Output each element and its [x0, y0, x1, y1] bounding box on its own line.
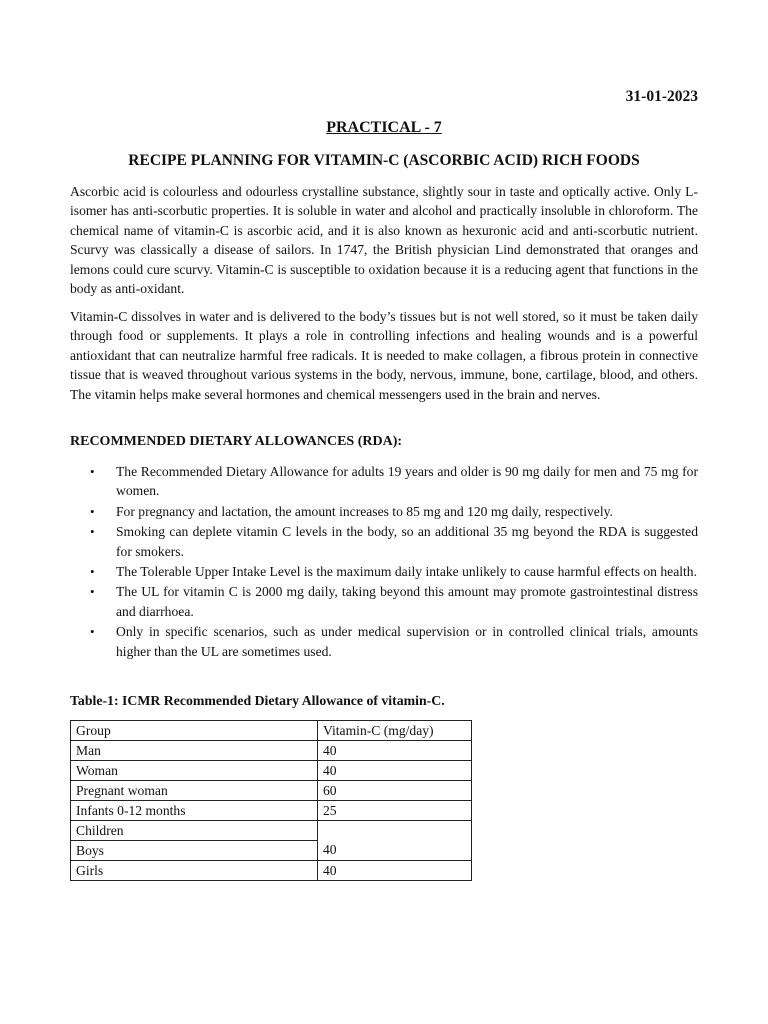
table-row	[71, 821, 472, 841]
table-cell-value: 40	[318, 821, 472, 861]
page-title: RECIPE PLANNING FOR VITAMIN-C (ASCORBIC ACID) RICH FOODS	[128, 152, 640, 169]
list-item	[70, 522, 698, 561]
practical-label: PRACTICAL - 7	[326, 119, 442, 136]
table-cell-group: Boys	[71, 841, 318, 861]
list-item-text: The UL for vitamin C is 2000 mg daily, taking beyond this amount may promote gastrointestinal distress and diarrhoea.	[116, 584, 698, 619]
intro-paragraph: Ascorbic acid is colourless and odourless crystalline substance, slightly sour in taste and optically active. Only L-isomer has anti-scorbutic properties. It is soluble in water and alcohol and practically insoluble in chloroform. The chemical name of vitamin-C is ascorbic acid, and it is also known as hexuronic acid and anti-scorbutic nutrient. Scurvy was classically a disease of sailors. In 1747, the British physician Lind demonstrated that oranges and lemons could cure scurvy. Vitamin-C is susceptible to oxidation because it is a reducing agent that functions in the body as anti-oxidant.	[70, 184, 698, 297]
function-paragraph: Vitamin-C dissolves in water and is delivered to the body’s tissues but is not well stored, so it must be taken daily through food or supplements. It plays a role in controlling infections and healing wounds and is a powerful antioxidant that can neutralize harmful free radicals. It is needed to make collagen, a fibrous protein in connective tissue that is weaved throughout various systems in the body, nervous, immune, bone, cartilage, blood, and others. The vitamin helps make several hormones and chemical messengers used in the brain and nerves.	[70, 309, 698, 402]
table-cell-group: Pregnant woman	[71, 781, 318, 801]
list-item-text: The Tolerable Upper Intake Level is the maximum daily intake unlikely to cause harmful effects on health.	[116, 564, 697, 580]
table-cell-value: 40	[318, 861, 472, 881]
table-row	[71, 761, 472, 781]
list-item	[70, 582, 698, 621]
table-header-cell: Vitamin-C (mg/day)	[318, 721, 472, 741]
bullet-icon: •	[90, 503, 95, 519]
table-cell-group: Children	[71, 821, 318, 841]
table-caption: Table-1: ICMR Recommended Dietary Allowance of vitamin-C.	[70, 693, 445, 708]
list-item-text: For pregnancy and lactation, the amount increases to 85 mg and 120 mg daily, respectively.	[116, 503, 613, 519]
table-cell-group: Infants 0-12 months	[71, 801, 318, 821]
table-header-row	[71, 721, 472, 741]
list-item	[70, 502, 698, 521]
table-row	[71, 801, 472, 821]
table-cell-group: Girls	[71, 861, 318, 881]
bullet-icon: •	[90, 584, 95, 600]
table-cell-value: 40	[318, 741, 472, 761]
table-cell-value: 25	[318, 801, 472, 821]
table-row	[71, 861, 472, 881]
table-header-cell: Group	[71, 721, 318, 741]
table-row	[71, 741, 472, 761]
list-item	[70, 462, 698, 501]
list-item	[70, 562, 698, 581]
bullet-icon: •	[90, 464, 95, 479]
list-item-text: The Recommended Dietary Allowance for adults 19 years and older is 90 mg daily for men and 75 mg for women.	[116, 464, 698, 499]
table-cell-value: 40	[318, 761, 472, 781]
table-cell-group: Man	[71, 741, 318, 761]
bullet-icon: •	[90, 564, 95, 580]
bullet-icon: •	[90, 624, 95, 640]
table-cell-value: 60	[318, 781, 472, 801]
document-date: 31-01-2023	[625, 88, 698, 105]
list-item-text: Only in specific scenarios, such as under medical supervision or in controlled clinical trials, amounts higher than the UL are sometimes used.	[116, 624, 698, 659]
rda-bullet-list	[70, 462, 698, 662]
practical-number	[70, 119, 698, 137]
rda-table	[70, 720, 472, 881]
bullet-icon: •	[90, 524, 95, 540]
list-item	[70, 622, 698, 661]
list-item-text: Smoking can deplete vitamin C levels in the body, so an additional 35 mg beyond the RDA is suggested for smokers.	[116, 524, 698, 559]
table-row	[71, 781, 472, 801]
table-cell-group: Woman	[71, 761, 318, 781]
rda-heading: RECOMMENDED DIETARY ALLOWANCES (RDA):	[70, 434, 403, 449]
